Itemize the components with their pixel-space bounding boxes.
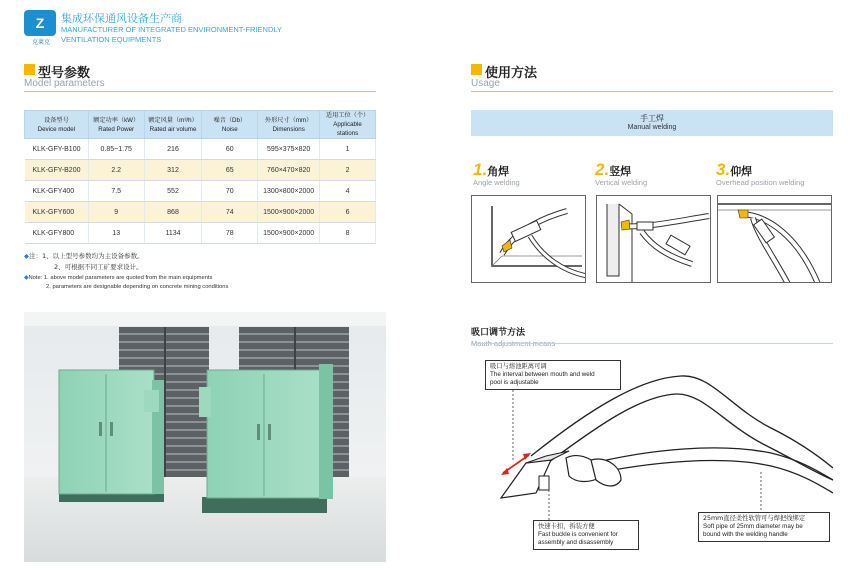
- table-cell: 6: [320, 202, 376, 223]
- column-header: 噪音（Db） Noise: [202, 111, 258, 139]
- note-en-2: 2. parameters are designable depending on concrete mining conditions: [46, 284, 229, 290]
- column-header: 适用工位（个） Applicable stations: [320, 111, 376, 139]
- note-cn-1: ◆注：1、以上型号参数均为主设备参数。: [24, 252, 144, 260]
- welding-method-3: 3.仰焊 Overhead position welding: [716, 160, 805, 187]
- table-cell: 595×375×820: [258, 139, 320, 160]
- table-cell: KLK-GFY600: [25, 202, 89, 223]
- table-cell: 1500×900×2000: [258, 223, 320, 244]
- model-section-title-en: Model parameters: [24, 78, 105, 89]
- note-cn-2: 2、可根据不同工矿要求设计。: [54, 263, 143, 271]
- welding-method-1: 1.角焊 Angle welding: [473, 160, 520, 187]
- section-divider: [471, 343, 833, 344]
- table-cell: 1: [320, 139, 376, 160]
- column-header: 外形尺寸（mm） Dimensions: [258, 111, 320, 139]
- table-cell: 74: [202, 202, 258, 223]
- welding-method-2: 2.竖焊 Vertical welding: [595, 160, 648, 187]
- table-cell: 312: [144, 160, 202, 181]
- logo-subtext: 克莱克: [31, 39, 50, 46]
- table-cell: 1500×900×2000: [258, 202, 320, 223]
- vertical-welding-illustration: [596, 195, 711, 283]
- table-cell: 868: [144, 202, 202, 223]
- table-cell: KLK-GFY400: [25, 181, 89, 202]
- overhead-welding-illustration: [717, 195, 832, 283]
- manual-welding-banner: [471, 110, 833, 136]
- table-cell: 4: [320, 181, 376, 202]
- dust-collector-left: [59, 370, 164, 502]
- dust-collector-right: [199, 364, 333, 513]
- table-cell: 60: [202, 139, 258, 160]
- callout-soft-pipe: 25mm直径柔性软管可与焊把线绑定 Soft pipe of 25mm diameter may be bound with the welding handle: [698, 512, 830, 542]
- model-section-title-cn: 型号参数: [38, 66, 91, 81]
- mouth-title-cn: 吸口调节方法: [471, 328, 526, 338]
- section-marker-icon: [24, 64, 35, 75]
- table-cell: 216: [144, 139, 202, 160]
- diamond-bullet-icon: ◆: [24, 252, 29, 260]
- table-cell: 2: [320, 160, 376, 181]
- manual-welding-cn: 手工焊: [640, 114, 664, 123]
- angle-welding-illustration: [471, 195, 586, 283]
- header-title-en-line1: MANUFACTURER OF INTEGRATED ENVIRONMENT-FRIENDLY: [61, 25, 282, 34]
- section-divider: [24, 91, 376, 92]
- callout-fast-buckle: 快速卡扣，拆装方便 Fast buckle is convenient for assembly and disassembly: [533, 520, 639, 550]
- diamond-bullet-icon: ◆: [24, 275, 29, 281]
- manual-welding-en: Manual welding: [627, 124, 677, 131]
- table-cell: 9: [88, 202, 144, 223]
- usage-section-title-cn: 使用方法: [485, 66, 538, 81]
- table-cell: 78: [202, 223, 258, 244]
- header-title-cn: 集成环保通风设备生产商: [61, 12, 182, 25]
- company-logo: Z: [24, 10, 56, 36]
- model-parameter-table: [24, 110, 376, 244]
- table-cell: 8: [320, 223, 376, 244]
- table-header-row: [25, 111, 376, 139]
- table-cell: 70: [202, 181, 258, 202]
- section-marker-icon: [471, 64, 482, 75]
- table-row: [25, 223, 376, 244]
- table-cell: 1300×800×2000: [258, 181, 320, 202]
- table-row: [25, 202, 376, 223]
- table-cell: 2.2: [88, 160, 144, 181]
- table-cell: 552: [144, 181, 202, 202]
- table-row: [25, 139, 376, 160]
- table-cell: 65: [202, 160, 258, 181]
- table-cell: 7.5: [88, 181, 144, 202]
- table-cell: KLK-GFY-B200: [25, 160, 89, 181]
- product-photo: [24, 312, 386, 562]
- column-header: 设备型号 Device model: [25, 111, 89, 139]
- table-row: [25, 181, 376, 202]
- header-title-en-line2: VENTILATION EQUIPMENTS: [61, 35, 162, 44]
- table-cell: KLK-GFY-B100: [25, 139, 89, 160]
- table-row: [25, 160, 376, 181]
- section-divider: [471, 91, 833, 92]
- column-header: 额定风量（m³/h） Rated air volume: [144, 111, 202, 139]
- table-cell: 0.85~1.75: [88, 139, 144, 160]
- header-title-en: [61, 25, 321, 45]
- callout-adjustable-interval: 吸口与熔池距离可调 The interval between mouth and weld pool is adjustable: [485, 360, 621, 390]
- table-cell: 760×470×820: [258, 160, 320, 181]
- table-cell: 13: [88, 223, 144, 244]
- usage-section-title-en: Usage: [471, 78, 500, 89]
- column-header: 额定功率（kW） Rated Power: [88, 111, 144, 139]
- table-cell: KLK-GFY800: [25, 223, 89, 244]
- table-cell: 1134: [144, 223, 202, 244]
- note-en-1: ◆Note: 1. above model parameters are quoted from the main equipments: [24, 275, 213, 281]
